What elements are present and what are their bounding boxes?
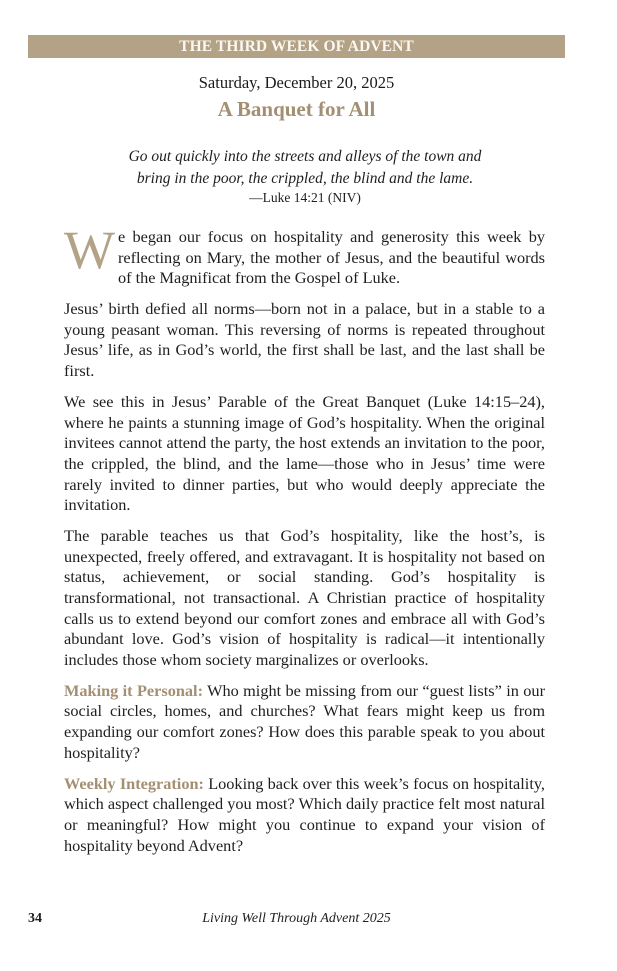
entry-date: Saturday, December 20, 2025 (198, 73, 395, 92)
epigraph-line: Go out quickly into the streets and alleys of the town and (128, 148, 482, 165)
epigraph-line: bring in the poor, the crippled, the blind and the lame. (136, 170, 474, 187)
weekly-integration (64, 774, 545, 856)
running-footer-title: Living Well Through Advent 2025 (202, 911, 391, 926)
page-number: 34 (28, 911, 42, 926)
section-band: THE THIRD WEEK OF ADVENT (28, 35, 565, 58)
page-title: A Banquet for All (217, 97, 376, 121)
paragraph: We see this in Jesus’ Parable of the Great Banquet (Luke 14:15–24), where he paints a stunning image of God’s hospitality. When the original invitees cannot attend the party, the host extends an invitation to the poor, the crippled, the blind, and the lame—those who in Jesus’ time were rarely invited to dinner parties, but who would deeply appreciate the invitation. (64, 392, 545, 515)
paragraph-intro (64, 220, 545, 289)
paragraph: Jesus’ birth defied all norms—born not in a palace, but in a stable to a young peasant woman. This reversing of norms is repeated throughout Jesus’ life, as in God’s world, the first shall be last, and the last shall be first. (64, 299, 545, 381)
paragraph: The parable teaches us that God’s hospitality, like the host’s, is unexpected, freely offered, and extravagant. It is hospitality not based on status, achievement, or social standing. God’s hospitality is transformational, not transactional. A Christian practice of hospitality calls us to extend beyond our comfort zones and embrace all with God’s abundant love. God’s vision of hospitality is radical—it intentionally includes those whom society marginalizes or overlooks. (64, 526, 545, 669)
scripture-reference: —Luke 14:21 (NIV) (249, 190, 361, 205)
making-it-personal-label: Making it Personal: (64, 680, 204, 700)
weekly-integration-text: Looking back over this week’s focus on hospitality, which aspect challenged you most? Which daily practice felt most natural or meaningful? How might you continue to expand your vision of hospitality beyond Advent? (64, 773, 545, 855)
epigraph (60, 146, 550, 190)
weekly-integration-label: Weekly Integration: (64, 773, 204, 793)
body-text (64, 220, 545, 867)
paragraph-text: e began our focus on hospitality and generosity this week by reflecting on Mary, the mother of Jesus, and the beautiful words of the Magnificat from the Gospel of Luke. (117, 227, 545, 288)
making-it-personal-text: Who might be missing from our “guest lists” in our social circles, homes, and churches? What fears might keep us from expanding our comfort zones? How does this parable speak to you about hospitality? (64, 680, 545, 762)
making-it-personal (64, 681, 545, 763)
drop-cap: W (64, 220, 115, 280)
